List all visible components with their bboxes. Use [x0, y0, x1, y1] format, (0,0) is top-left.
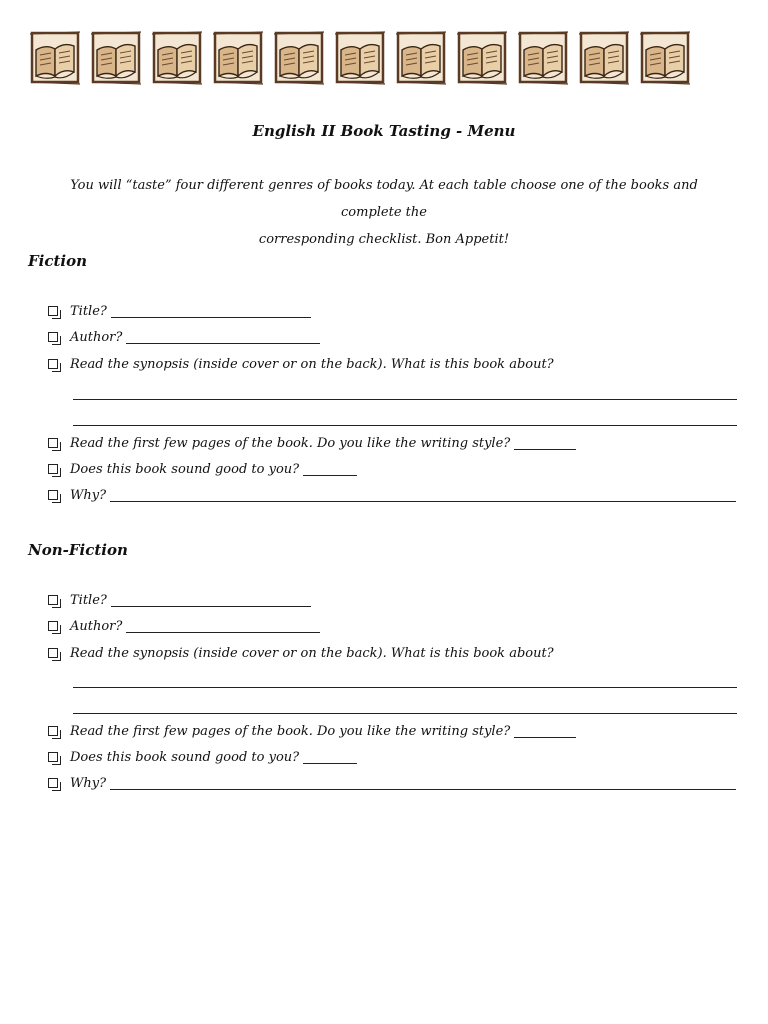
checklist-item-synopsis: [48, 642, 554, 664]
item-label: Title?: [70, 303, 107, 319]
author-answer-blank[interactable]: [126, 620, 320, 633]
open-book-icon: [640, 30, 690, 85]
open-book-icon: [91, 30, 141, 85]
checklist-item-writing-style: [48, 720, 576, 742]
page-title: English II Book Tasting - Menu: [252, 122, 516, 140]
checklist-item-sound-good: [48, 746, 357, 768]
item-label: Why?: [70, 775, 107, 791]
checkbox-icon[interactable]: [48, 595, 58, 605]
title-answer-blank[interactable]: [111, 594, 311, 607]
checkbox-icon[interactable]: [48, 306, 58, 316]
checkbox-icon[interactable]: [48, 359, 58, 369]
instructions: [50, 172, 718, 253]
why-answer-blank[interactable]: [110, 777, 736, 790]
item-label: Read the first few pages of the book. Do you like the writing style?: [70, 435, 511, 451]
open-book-icon: [579, 30, 629, 85]
section-heading-non-fiction: Non-Fiction: [28, 541, 128, 559]
checkbox-icon[interactable]: [48, 490, 58, 500]
item-label: Title?: [70, 592, 107, 608]
writing-style-answer-blank[interactable]: [514, 725, 576, 738]
item-label: Why?: [70, 487, 107, 503]
why-answer-blank[interactable]: [110, 489, 736, 502]
synopsis-answer-line-1[interactable]: [73, 686, 737, 688]
checkbox-icon[interactable]: [48, 778, 58, 788]
open-book-icon: [518, 30, 568, 85]
open-book-icon: [274, 30, 324, 85]
writing-style-answer-blank[interactable]: [514, 437, 576, 450]
open-book-icon: [30, 30, 80, 85]
open-book-icon: [213, 30, 263, 85]
instructions-line-1: You will “taste” four different genres of books today. At each table choose one of the books and complete the: [70, 178, 698, 220]
synopsis-answer-line-2[interactable]: [73, 424, 737, 426]
instructions-line-2: corresponding checklist. Bon Appetit!: [258, 232, 510, 247]
open-book-icon: [396, 30, 446, 85]
checklist-item-title: [48, 589, 311, 611]
item-label: Read the synopsis (inside cover or on the back). What is this book about?: [70, 645, 554, 661]
checkbox-icon[interactable]: [48, 332, 58, 342]
open-book-icon: [335, 30, 385, 85]
open-book-icon: [457, 30, 507, 85]
author-answer-blank[interactable]: [126, 331, 320, 344]
sound-good-answer-blank[interactable]: [303, 751, 357, 764]
checkbox-icon[interactable]: [48, 464, 58, 474]
section-heading-fiction: Fiction: [28, 252, 88, 270]
checkbox-icon[interactable]: [48, 621, 58, 631]
item-label: Does this book sound good to you?: [70, 461, 300, 477]
title-answer-blank[interactable]: [111, 305, 311, 318]
checklist-item-author: [48, 615, 320, 637]
item-label: Author?: [70, 329, 123, 345]
checklist-item-sound-good: [48, 458, 357, 480]
item-label: Read the synopsis (inside cover or on the back). What is this book about?: [70, 356, 554, 372]
synopsis-answer-line-1[interactable]: [73, 398, 737, 400]
checklist-item-title: [48, 300, 311, 322]
item-label: Author?: [70, 618, 123, 634]
checklist-item-synopsis: [48, 353, 554, 375]
checklist-item-why: [48, 772, 736, 794]
checklist-item-writing-style: [48, 432, 576, 454]
checklist-item-author: [48, 326, 320, 348]
sound-good-answer-blank[interactable]: [303, 463, 357, 476]
checkbox-icon[interactable]: [48, 648, 58, 658]
item-label: Does this book sound good to you?: [70, 749, 300, 765]
checkbox-icon[interactable]: [48, 438, 58, 448]
open-book-icon: [152, 30, 202, 85]
checklist-item-why: [48, 484, 736, 506]
checkbox-icon[interactable]: [48, 726, 58, 736]
checkbox-icon[interactable]: [48, 752, 58, 762]
book-icon-border: [30, 30, 710, 90]
synopsis-answer-line-2[interactable]: [73, 712, 737, 714]
item-label: Read the first few pages of the book. Do you like the writing style?: [70, 723, 511, 739]
